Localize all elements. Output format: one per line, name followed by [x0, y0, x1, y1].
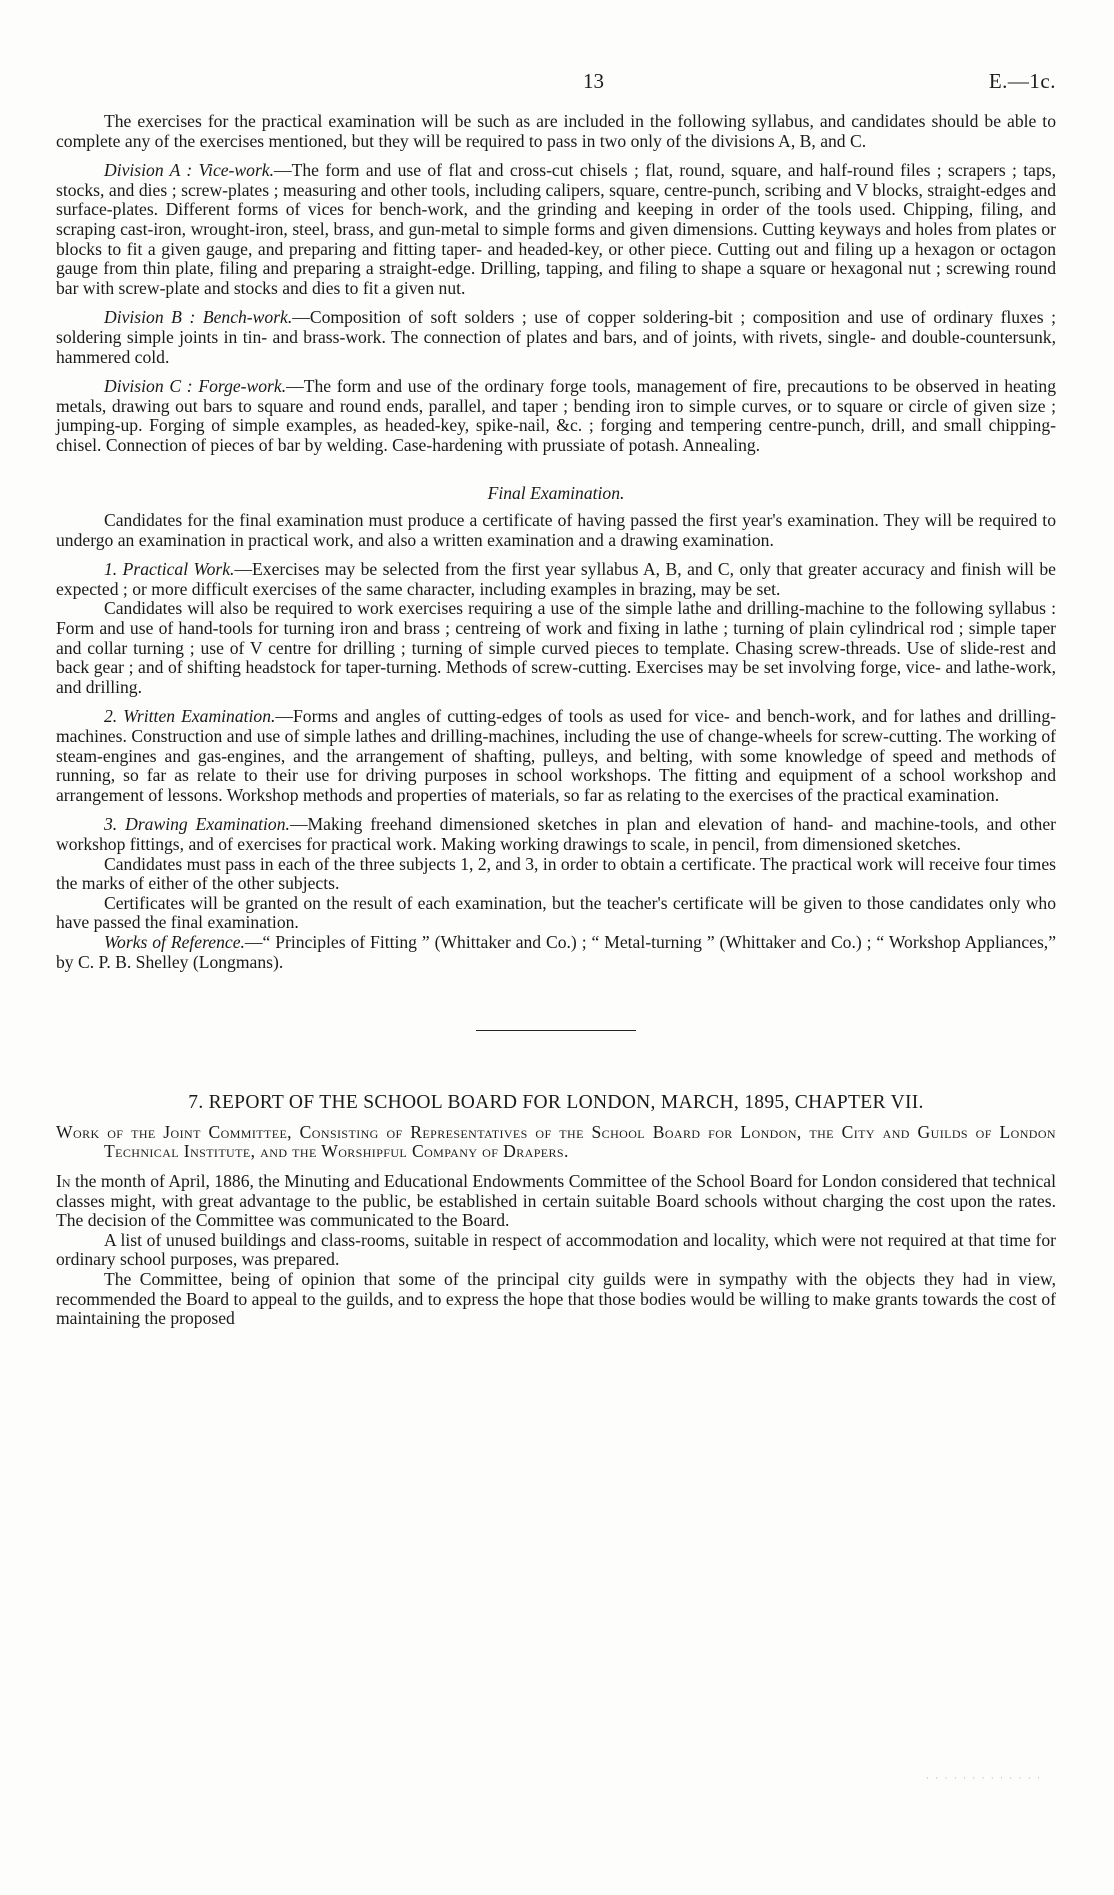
division-b-paragraph [56, 308, 1056, 367]
report-paragraph-1-text: the month of April, 1886, the Minuting and Educational Endowments Committee of the School Board for London considered that technical classes might, with great advantage to the public, be established in certain suitable Board schools without charging the cost upon the rates. The decision of the Committee was communicated to the Board. [56, 1170, 1056, 1231]
pass-paragraph: Candidates must pass in each of the three subjects 1, 2, and 3, in order to obtain a certificate. The practical work will receive four times the marks of either of the other subjects. [56, 853, 1056, 894]
practical-work-paragraph [56, 560, 1056, 599]
division-b-label: Division B : Bench-work. [104, 307, 293, 328]
drawing-exam-label: 3. Drawing Examination. [104, 814, 290, 835]
drawing-exam-paragraph [56, 815, 1056, 854]
division-a-text: —The form and use of flat and cross-cut chisels ; flat, round, square, and half-round files ; scrapers ; taps, stocks, and dies ; screw-plates ; measuring and other tools, including calipers, square, centre-punch, scribing and V blocks, straight-edges and surface-plates. Different forms of vices for bench-work, and the grinding and keeping in order of the tools used. Chipping, filing, and scraping cast-iron, wrought-iron, steel, brass, and gun-metal to simple forms and given dimensions. Cutting keyways and holes from plates or blocks to fit a given gauge, and preparing and fitting taper- and headed-key, or other piece. Cutting out and filing up a hexagon or octagon gauge from thin plate, filing and preparing a straight-edge. Drilling, tapping, and filing to shape a square or hexagonal nut ; screwing round bar with screw-plate and stocks and dies to fit a given nut. [56, 160, 1056, 298]
references-paragraph [56, 933, 1056, 972]
report-paragraph-1 [56, 1172, 1056, 1231]
division-a-paragraph [56, 161, 1056, 298]
division-c-text: —The form and use of the ordinary forge tools, management of fire, precautions to be observed in heating metals, drawing out bars to square and round ends, parallel, and taper ; bending iron to simple curves, or to square or circle of given size ; jumping-up. Forging of simple examples, as headed-key, spike-nail, &c. ; forging and tempering centre-punch, drill, and small chipping-chisel. Connection of pieces of bar by welding. Case-hardening with prussiate of potash. Annealing. [56, 376, 1056, 455]
practical-work-label: 1. Practical Work. [104, 559, 235, 580]
report-paragraph-2: A list of unused buildings and class-rooms, suitable in respect of accommodation and locality, which were not required at that time for ordinary school purposes, was prepared. [56, 1229, 1056, 1270]
intro-paragraph: The exercises for the practical examination will be such as are included in the following syllabus, and candidates should be able to complete any of the exercises mentioned, but they will be required to pass in two only of the divisions A, B, and C. [56, 111, 1056, 151]
certificates-paragraph: Certificates will be granted on the result of each examination, but the teacher's certificate will be given to those candidates only who have passed the final examination. [56, 892, 1056, 933]
division-c-label: Division C : Forge-work. [104, 376, 287, 397]
written-exam-label: 2. Written Examination. [104, 706, 276, 727]
practical-work-text: —Exercises may be selected from the first year syllabus A, B, and C, only that greater accuracy and finish will be expected ; or more difficult exercises of the same character, including examples in brazing, may be set. [56, 559, 1056, 599]
final-exam-intro: Candidates for the final examination must produce a certificate of having passed the first year's examination. They will be required to undergo an examination in practical work, and also a written examination and a drawing examination. [56, 510, 1056, 550]
report-paragraph-3: The Committee, being of opinion that some of the principal city guilds were in sympathy with the objects they had in view, recommended the Board to appeal to the guilds, and to express the hope that those bodies would be willing to make grants towards the cost of maintaining the proposed [56, 1268, 1056, 1329]
references-text: —“ Principles of Fitting ” (Whittaker and Co.) ; “ Metal-turning ” (Whittaker and Co.) ; “ Workshop Appliances,” by C. P. B. Shelley (Longmans). [56, 931, 1056, 972]
scan-artifact: · · · · · · · · · · · · · [926, 1773, 1042, 1784]
drawing-exam-text: —Making freehand dimensioned sketches in plan and elevation of hand- and machine-tools, and other workshop fittings, and of exercises for practical work. Making working drawings to scale, in pencil, from dimensioned sketches. [56, 814, 1056, 854]
page-number: 13 [583, 69, 604, 93]
written-exam-paragraph [56, 707, 1056, 805]
report-paragraph-1-lead: In [56, 1170, 71, 1191]
references-label: Works of Reference. [104, 931, 245, 952]
division-b-text: —Composition of soft solders ; use of copper soldering-bit ; composition and use of ordinary fluxes ; soldering simple joints in tin- and brass-work. The connection of plates and bars, and of joints, with rivets, single- and double-countersunk, hammered cold. [56, 307, 1056, 367]
page-header [56, 0, 1056, 112]
division-c-paragraph [56, 377, 1056, 455]
division-a-label: Division A : Vice-work. [104, 160, 275, 181]
written-exam-text: —Forms and angles of cutting-edges of tools as used for vice- and bench-work, and for lathes and drilling-machines. Construction and use of simple lathes and drilling-machines, including the use of change-wheels for screw-cutting. The working of steam-engines and gas-engines, and the arrangement of shafting, pulleys, and belting, with some knowledge of speed and methods of running, so far as relate to their use for driving purposes in school workshops. The fitting and equipment of a school workshop and arrangement of lessons. Workshop methods and properties of materials, so far as relating to the exercises of the practical examination. [56, 706, 1056, 805]
section-divider [476, 1030, 636, 1031]
lathe-paragraph: Candidates will also be required to work exercises requiring a use of the simple lathe and drilling-machine to the following syllabus : Form and use of hand-tools for turning iron and brass ; centreing of work and fixing in lathe ; turning of plain cylindrical rod ; simple taper and collar turning ; use of V centre for drilling ; turning of simple curved pieces to template. Chasing screw-threads. Use of slide-rest and back gear ; and of shifting headstock for taper-turning. Methods of screw-cutting. Exercises may be set involving forge, vice- and lathe-work, and drilling. [56, 598, 1056, 697]
series-mark: E.—1c. [988, 69, 1056, 93]
report-subheading: Work of the Joint Committee, Consisting of Representatives of the School Board for London, the City and Guilds of London Technical Institute, and the Worshipful Company of Drapers. [56, 1121, 1056, 1162]
final-exam-title: Final Examination. [487, 482, 625, 503]
report-heading: 7. REPORT OF THE SCHOOL BOARD FOR LONDON, MARCH, 1895, CHAPTER VII. [188, 1092, 924, 1114]
